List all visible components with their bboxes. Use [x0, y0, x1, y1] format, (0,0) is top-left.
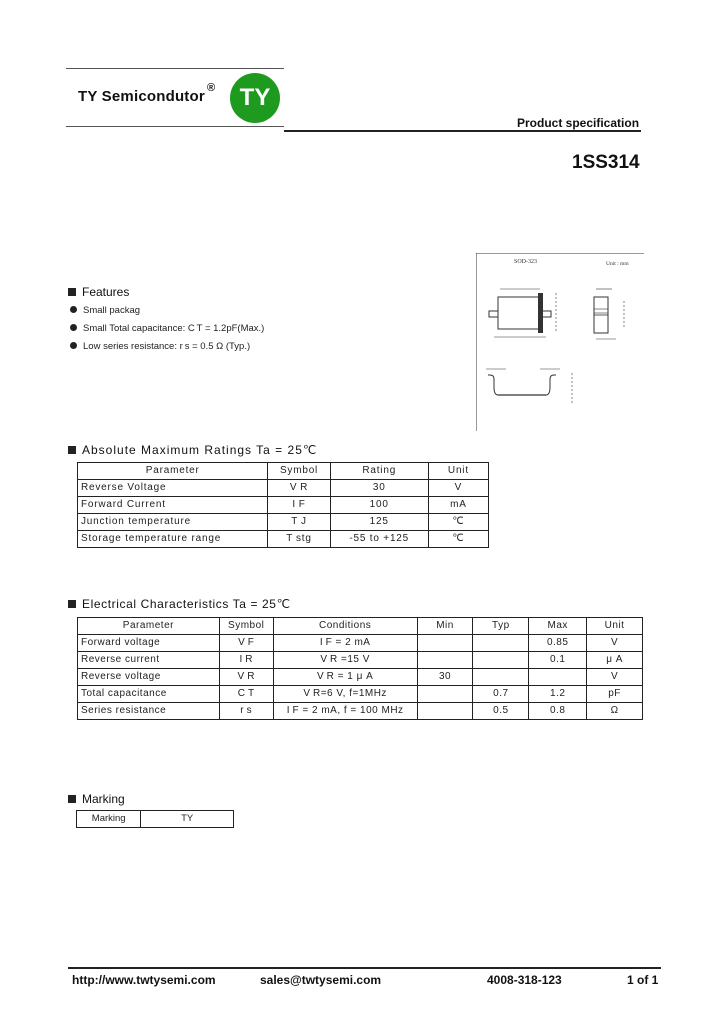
table-row: Marking TY — [77, 811, 234, 828]
table-row: Reverse current I R V R =15 V 0.1 μ A — [78, 652, 643, 669]
table-row: Reverse voltage V R V R = 1 μ A 30 V — [78, 669, 643, 686]
product-specification-label: Product specification — [517, 116, 640, 130]
header-divider — [284, 130, 641, 132]
table-row: Total capacitance C T V R=6 V, f=1MHz 0.7 1.2 pF — [78, 686, 643, 703]
feature-item: Small Total capacitance: C T = 1.2pF(Max.) — [70, 323, 264, 334]
footer-website-link[interactable]: http://www.twtysemi.com — [72, 973, 216, 987]
marking-heading: Marking — [68, 792, 125, 806]
footer-phone: 4008-318-123 — [487, 973, 562, 987]
footer-divider — [68, 967, 661, 969]
company-name: TY Semicondutor — [78, 88, 205, 105]
package-outline-drawing — [476, 253, 644, 431]
marking-table — [76, 810, 234, 828]
feature-item: Small packag — [70, 305, 140, 316]
square-bullet-icon — [68, 288, 76, 296]
square-bullet-icon — [68, 446, 76, 454]
unit-label: Unit : mm — [606, 261, 629, 267]
bullet-dot-icon — [70, 342, 77, 349]
table-header-row: Parameter Symbol Conditions Min Typ Max Unit — [78, 618, 643, 635]
header-rule-bottom — [66, 126, 284, 127]
table-header-row: Parameter Symbol Rating Unit — [78, 463, 489, 480]
table-row: Series resistance r s I F = 2 mA, f = 100 MHz 0.5 0.8 Ω — [78, 703, 643, 720]
package-label: SOD-323 — [514, 259, 538, 265]
bullet-dot-icon — [70, 324, 77, 331]
table-row: Forward Current I F 100 mA — [78, 497, 489, 514]
table-row: Forward voltage V F I F = 2 mA 0.85 V — [78, 635, 643, 652]
part-number: 1SS314 — [572, 152, 640, 173]
features-heading: Features — [68, 285, 129, 299]
square-bullet-icon — [68, 600, 76, 608]
abs-max-table — [77, 462, 489, 548]
abs-max-heading: Absolute Maximum Ratings Ta = 25℃ — [68, 443, 317, 457]
header-rule-top — [66, 68, 284, 69]
table-row: Junction temperature T J 125 ℃ — [78, 514, 489, 531]
registered-mark: ® — [207, 82, 216, 94]
elec-char-heading: Electrical Characteristics Ta = 25℃ — [68, 597, 291, 611]
ty-logo-icon: TY — [230, 73, 280, 123]
table-row: Reverse Voltage V R 30 V — [78, 480, 489, 497]
feature-item: Low series resistance: r s = 0.5 Ω (Typ.) — [70, 341, 250, 352]
table-row: Storage temperature range T stg -55 to +125 ℃ — [78, 531, 489, 548]
square-bullet-icon — [68, 795, 76, 803]
elec-char-table — [77, 617, 643, 720]
bullet-dot-icon — [70, 306, 77, 313]
page-number: 1 of 1 — [627, 973, 659, 987]
footer-email-link[interactable]: sales@twtysemi.com — [260, 973, 382, 987]
